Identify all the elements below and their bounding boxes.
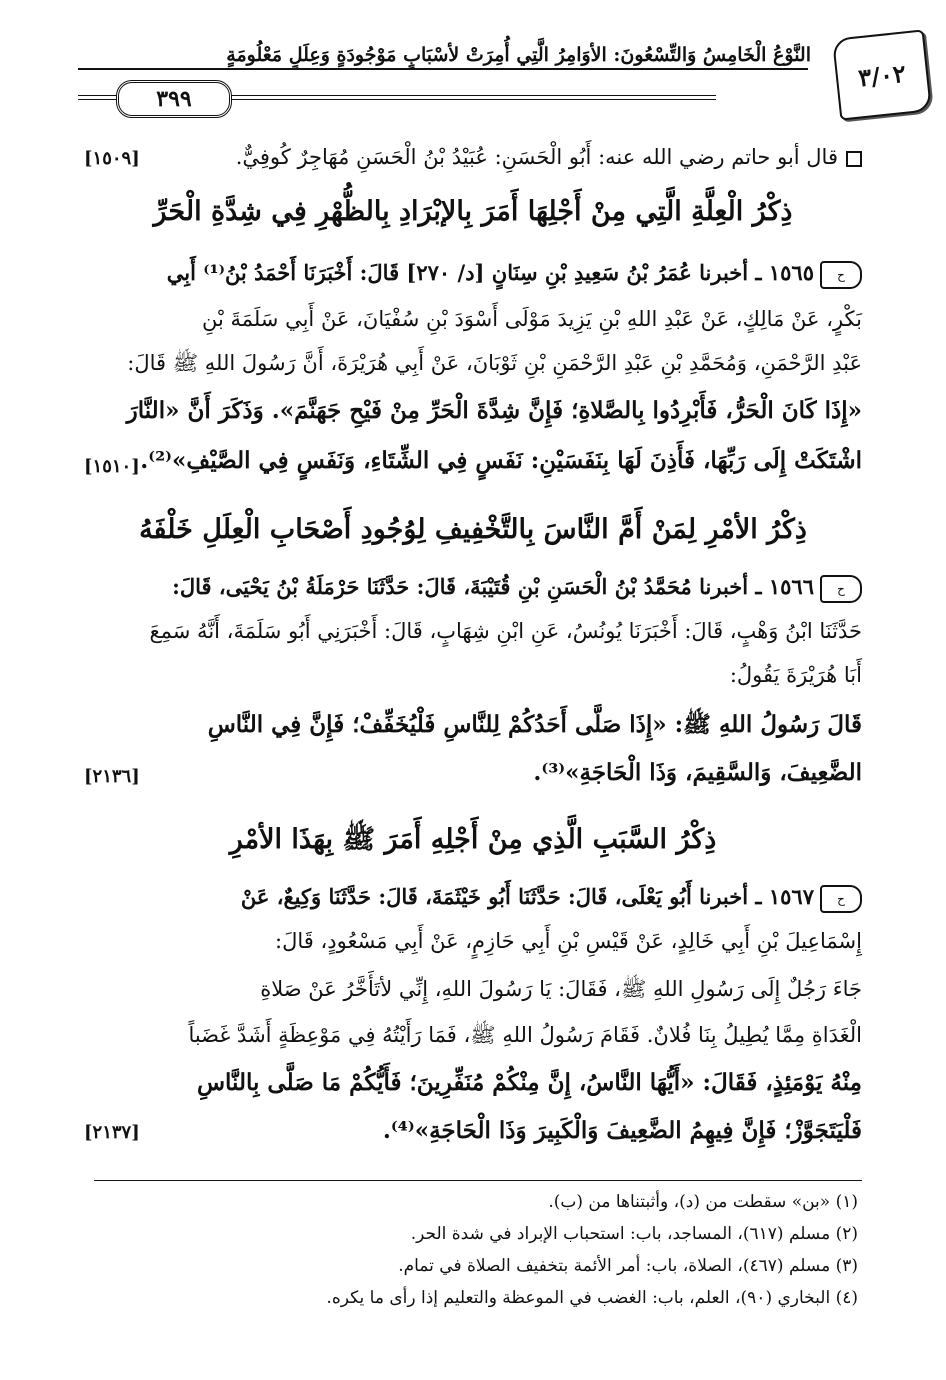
hadith-line: حَدَّثَنَا ابْنُ وَهْبٍ، قَالَ: أَخْبَرَنَا يُونُسُ، عَنِ ابْنِ شِهَابٍ، قَالَ: أَخْبَرَنِي أَبُو سَلَمَةَ، أَنَّهُ سَمِعَ [149, 619, 862, 643]
section-heading: ذِكْرُ الْعِلَّةِ الَّتِي مِنْ أَجْلِهَا أَمَرَ بِالإبْرَادِ بِالظُّهْرِ فِي شِدَّةِ الْحَرِّ [153, 196, 793, 227]
section-heading: ذِكْرُ السَّبَبِ الَّذِي مِنْ أَجْلِهِ أَمَرَ ﷺ بِهَذَا الأمْرِ [229, 824, 717, 855]
hadith-line [84, 564, 862, 610]
opening-text: قال أبو حاتم رضي الله عنه: أَبُو الْحَسَنِ: عُبَيْدُ بْنُ الْحَسَنِ مُهَاجِرٌ كُوفِيٌّ. [235, 145, 838, 169]
hadith-line: عَبْدِ الرَّحْمَنِ، وَمُحَمَّدِ بْنِ عَبْدِ الرَّحْمَنِ بْنِ ثَوْبَانَ، عَنْ أَبِي هُرَيْرَةَ، أَنَّ رَسُولَ اللهِ ﷺ قَالَ: [127, 351, 862, 375]
chapter-emblem-icon: ٣/٠٢ [832, 29, 932, 120]
reference-number: [١٥٠٩] [84, 148, 140, 169]
reference-number: [٢١٣٧] [84, 1122, 140, 1143]
section-heading: ذِكْرُ الأمْرِ لِمَنْ أَمَّ النَّاسَ بِالتَّخْفِيفِ لِوُجُودِ أَصْحَابِ الْعِلَلِ خَلْفَهُ [139, 514, 807, 545]
hadith-matn-line: اشْتَكَتْ إِلَى رَبِّهَا، فَأَذِنَ لَهَا بِنَفَسَيْنِ: نَفَسٍ فِي الشِّتَاءِ، وَنَفَسٍ فِي الصَّيْفِ»⁽²⁾. [140, 447, 862, 474]
square-bullet-icon [846, 151, 862, 167]
hadith-matn-line: قَالَ رَسُولُ اللهِ ﷺ: «إِذَا صَلَّى أَحَدُكُمْ لِلنَّاسِ فَلْيُخَفِّفْ؛ فَإِنَّ فِي النَّاسِ [207, 711, 862, 738]
hadith-line: الْغَدَاةِ مِمَّا يُطِيلُ بِنَا فُلانٌ. فَقَامَ رَسُولُ اللهِ ﷺ، فَمَا رَأَيْتُهُ فِي مَوْعِظَةٍ أَشَدَّ غَضَباً [188, 1023, 862, 1047]
hadith-text: ١٥٦٥ ـ أخبرنا عُمَرُ بْنُ سَعِيدِ بْنِ سِنَانٍ [د/ ٢٧٠] قَالَ: أَخْبَرَنَا أَحْمَدُ بْنُ⁽¹⁾ أَبِي [166, 260, 814, 285]
footnote: (٢) مسلم (٦١٧)، المساجد، باب: استحباب الإبراد في شدة الحر. [410, 1224, 858, 1244]
hadith-matn-line: «إِذَا كَانَ الْحَرُّ، فَأَبْرِدُوا بِالصَّلاةِ؛ فَإِنَّ شِدَّةَ الْحَرِّ مِنْ فَيْحِ جَهَنَّمَ». وَذَكَرَ أَنَّ «النَّارَ [126, 397, 862, 424]
footnote: (٣) مسلم (٤٦٧)، الصلاة، باب: أمر الأئمة بتخفيف الصلاة في تمام. [398, 1256, 858, 1276]
hadith-line: إِسْمَاعِيلَ بْنِ أَبِي خَالِدٍ، عَنْ قَيْسِ بْنِ أَبِي حَازِمٍ، عَنْ أَبِي مَسْعُودٍ، قَالَ: [275, 929, 862, 953]
hadith-marker-icon: ح [820, 261, 862, 289]
reference-number: [١٥١٠] [84, 456, 140, 477]
running-header-title: النَّوْعُ الْخَامِسُ وَالتِّسْعُونَ: الأوَامِرُ الَّتِي أُمِرَتْ لأسْبَابٍ مَوْجُودَةٍ وَعِلَلٍ مَعْلُومَةٍ [226, 44, 811, 66]
hadith-line: أَبَا هُرَيْرَةَ يَقُولُ: [729, 663, 862, 687]
hadith-marker-icon: ح [820, 885, 862, 913]
hadith-text: ١٥٦٦ ـ أخبرنا مُحَمَّدُ بْنُ الْحَسَنِ بْنِ قُتَيْبَةَ، قَالَ: حَدَّثَنَا حَرْمَلَةُ بْنُ يَحْيَى، قَالَ: [172, 574, 814, 599]
reference-number: [٢١٣٦] [84, 766, 140, 787]
footnote: (١) «بن» سقطت من (د)، وأثبتناها من (ب). [548, 1192, 858, 1212]
page-number: ٣٩٩ [116, 80, 232, 118]
footnote-separator [94, 1180, 862, 1181]
hadith-matn-line: فَلْيَتَجَوَّزْ؛ فَإِنَّ فِيهِمُ الضَّعِيفَ وَالْكَبِيرَ وَذَا الْحَاجَةِ»⁽⁴⁾. [382, 1117, 862, 1144]
opening-line [84, 134, 862, 180]
hadith-matn-line: مِنْهُ يَوْمَئِذٍ، فَقَالَ: «أَيُّهَا النَّاسُ، إِنَّ مِنْكُمْ مُنَفِّرِينَ؛ فَأَيُّكُمْ مَا صَلَّى بِالنَّاسِ [196, 1069, 862, 1096]
hadith-line [84, 874, 862, 920]
hadith-line: جَاءَ رَجُلٌ إِلَى رَسُولِ اللهِ ﷺ، فَقَالَ: يَا رَسُولَ اللهِ، إِنِّي لأتَأَخَّرُ عَنْ صَلاةِ [260, 977, 862, 1001]
header-rule [78, 68, 808, 70]
hadith-line [84, 250, 862, 296]
hadith-matn-line: الضَّعِيفَ، وَالسَّقِيمَ، وَذَا الْحَاجَةِ»⁽³⁾. [533, 759, 862, 786]
hadith-text: ١٥٦٧ ـ أخبرنا أَبُو يَعْلَى، قَالَ: حَدَّثَنَا أَبُو خَيْثَمَةَ، قَالَ: حَدَّثَنَا وَكِيعٌ، عَنْ [240, 884, 814, 909]
hadith-line: بَكْرٍ، عَنْ مَالِكٍ، عَنْ عَبْدِ اللهِ بْنِ يَزِيدَ مَوْلَى أَسْوَدَ بْنِ سُفْيَانَ، عَنْ أَبِي سَلَمَةَ بْنِ [201, 307, 862, 331]
hadith-marker-icon: ح [820, 575, 862, 603]
footnote: (٤) البخاري (٩٠)، العلم، باب: الغضب في الموعظة والتعليم إذا رأى ما يكره. [326, 1288, 858, 1308]
